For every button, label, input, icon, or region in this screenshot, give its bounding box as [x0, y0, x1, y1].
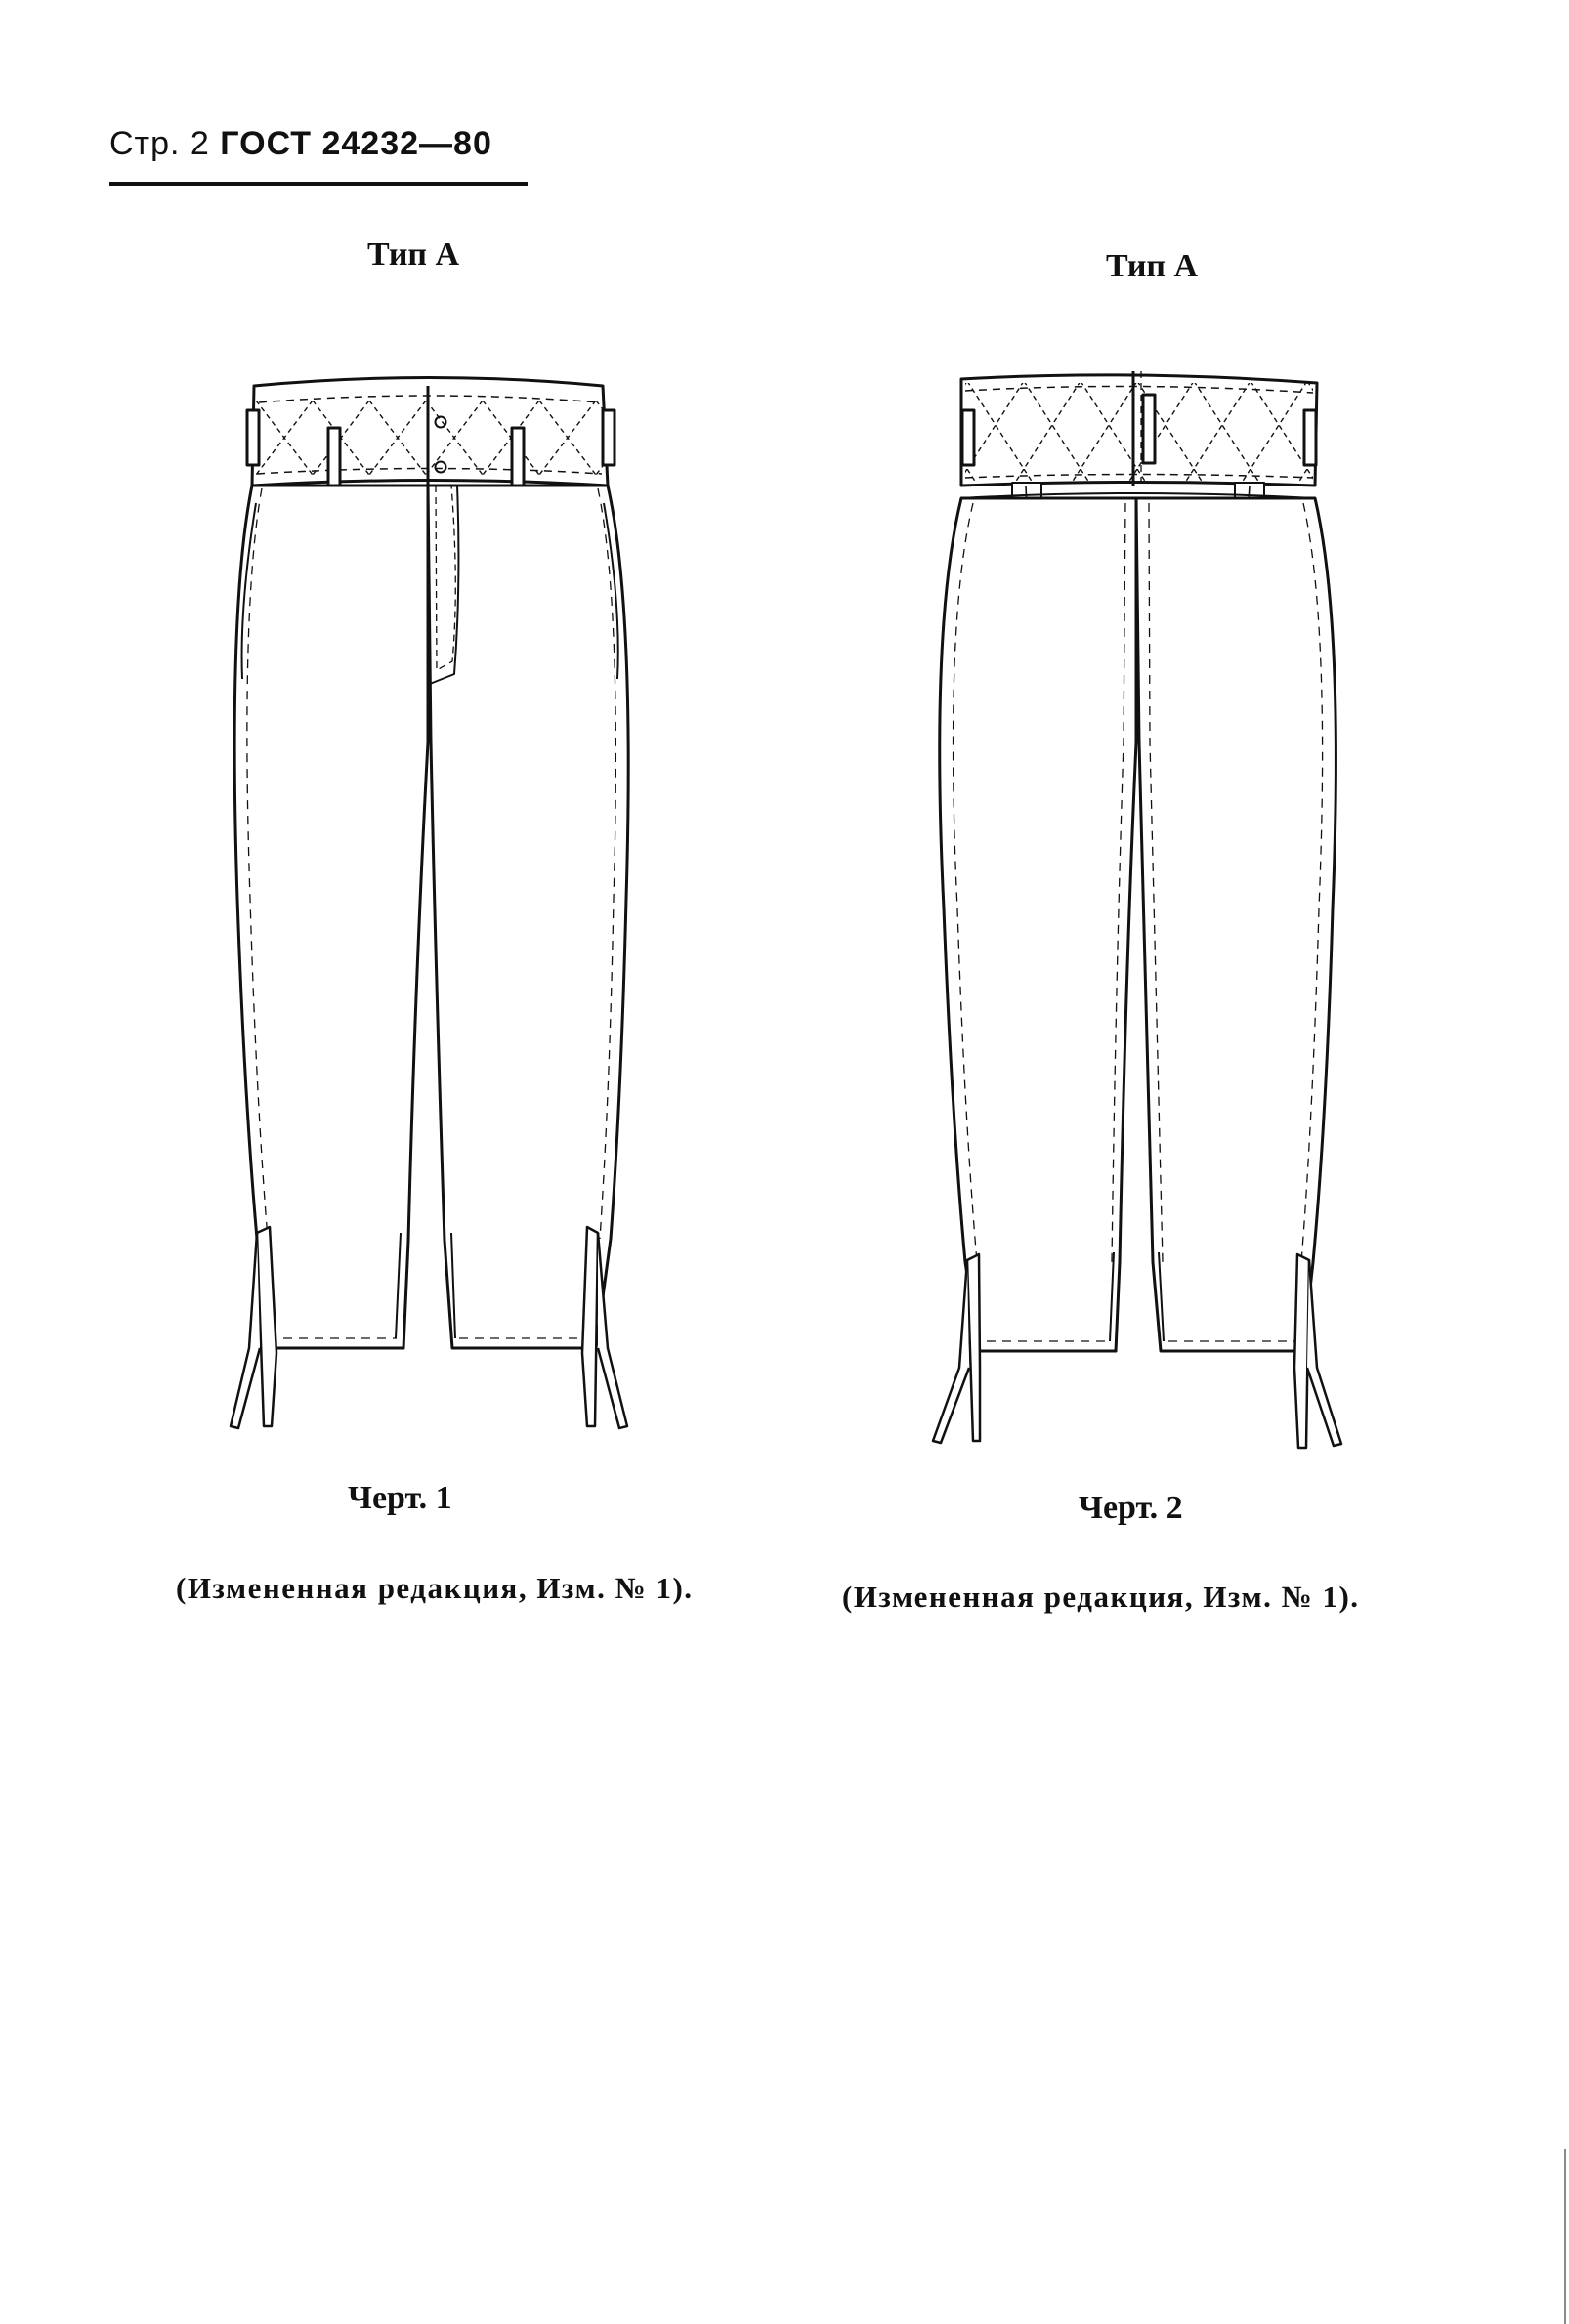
figure1-type-label: Тип А [367, 236, 460, 273]
figure1-trousers-front [231, 378, 628, 1429]
scan-edge-line [1564, 2149, 1566, 2324]
figure2-type-label: Тип А [1106, 248, 1199, 284]
figure2-amendment-note: (Измененная редакция, Изм. № 1). [842, 1580, 1360, 1614]
figure1-caption: Черт. 1 [348, 1480, 452, 1516]
page-number: Стр. 2 [109, 125, 210, 162]
figure2-waistband [961, 371, 1317, 486]
figure2-trousers-back [933, 371, 1341, 1448]
figure1-amendment-note: (Измененная редакция, Изм. № 1). [176, 1571, 694, 1605]
figure2-caption: Черт. 2 [1079, 1490, 1183, 1526]
standard-number: ГОСТ 24232—80 [220, 125, 492, 162]
figure1-waistband [247, 378, 615, 503]
